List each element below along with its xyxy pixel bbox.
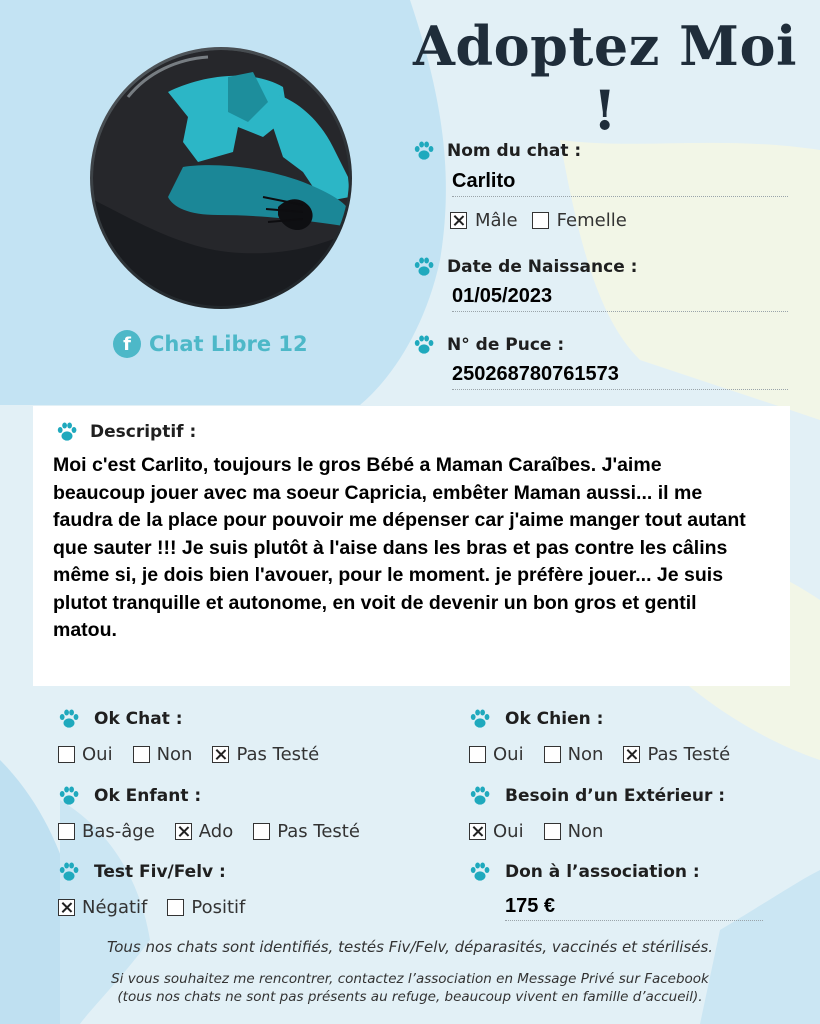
option-ok-enfant-pas-teste: Pas Testé [277, 821, 360, 842]
option-test-fiv-negatif: Négatif [82, 897, 148, 918]
option-male: Mâle [475, 210, 518, 231]
checkbox-ok-enfant-pas-teste[interactable] [253, 823, 270, 840]
option-ok-chat-oui: Oui [82, 744, 113, 765]
paw-icon [413, 334, 435, 356]
checkbox-ok-enfant-ado[interactable] [175, 823, 192, 840]
date-value: 01/05/2023 [452, 285, 788, 312]
exterieur-field-label [469, 785, 725, 807]
option-exterieur-oui: Oui [493, 821, 524, 842]
checkbox-ok-chat-pas-teste[interactable] [212, 746, 229, 763]
facebook-icon: f [113, 330, 141, 358]
test-fiv-field-label [58, 861, 226, 883]
page-title: Adoptez Moi ! [412, 14, 797, 142]
option-ok-chien-pas-teste: Pas Testé [647, 744, 731, 765]
checkbox-male[interactable] [450, 212, 467, 229]
ok-chien-options [469, 744, 730, 765]
test-fiv-label: Test Fiv/Felv : [94, 862, 226, 882]
option-ok-enfant-ado: Ado [198, 821, 234, 842]
checkbox-exterieur-oui[interactable] [469, 823, 486, 840]
facebook-link[interactable] [113, 330, 308, 358]
ok-chat-options [58, 744, 319, 765]
footer-contact-line: Si vous souhaitez me rencontrer, contactez l’association en Message Privé sur Facebook [111, 971, 709, 987]
date-field-label [413, 256, 637, 278]
option-ok-chien-non: Non [567, 744, 604, 765]
checkbox-test-fiv-negatif[interactable] [58, 899, 75, 916]
checkbox-ok-enfant-bas-age[interactable] [58, 823, 75, 840]
don-label: Don à l’association : [505, 862, 700, 882]
exterieur-options [469, 821, 603, 842]
paw-icon [469, 708, 491, 730]
description-text: Moi c'est Carlito, toujours le gros Bébé a Maman Caraîbes. J'aime beaucoup jouer avec ma soeur Capricia, embêter Maman aussi... il me faudra de la place pour pouvoir me dépenser car j'aime manger tout autant que sauter !!! Je suis plutôt à l'aise dans les bras et pas contre les câlins même si, je dois bien l'avouer, pour le moment. je préfère jouer... Je suis plutot tranquille et autonome, en voit de devenir un bon gros et gentil matou. [53, 454, 746, 641]
checkbox-ok-chien-oui[interactable] [469, 746, 486, 763]
paw-icon [413, 256, 435, 278]
ok-enfant-label: Ok Enfant : [94, 786, 202, 806]
ok-enfant-field-label [58, 785, 201, 807]
sexe-options [450, 210, 627, 231]
checkbox-exterieur-non[interactable] [544, 823, 561, 840]
ok-enfant-options [58, 821, 360, 842]
option-ok-chat-non: Non [156, 744, 193, 765]
description-field-label [56, 421, 196, 443]
ok-chien-field-label [469, 708, 603, 730]
paw-icon [58, 861, 80, 883]
test-fiv-options [58, 897, 245, 918]
cat-logo-icon [88, 47, 358, 309]
description-label: Descriptif : [90, 422, 197, 442]
paw-icon [469, 785, 491, 807]
puce-value: 250268780761573 [452, 363, 788, 390]
exterieur-label: Besoin d’un Extérieur : [505, 786, 726, 806]
ok-chat-label: Ok Chat : [94, 709, 183, 729]
checkbox-ok-chat-oui[interactable] [58, 746, 75, 763]
option-exterieur-non: Non [567, 821, 604, 842]
footer-foster-line: (tous nos chats ne sont pas présents au refuge, beaucoup vivent en famille d’accueil). [117, 989, 703, 1005]
checkbox-ok-chat-non[interactable] [133, 746, 150, 763]
nom-label: Nom du chat : [447, 141, 582, 161]
ok-chat-field-label [58, 708, 183, 730]
checkbox-femelle[interactable] [532, 212, 549, 229]
description-box [33, 406, 790, 686]
paw-icon [413, 140, 435, 162]
nom-field-label [413, 140, 581, 162]
checkbox-test-fiv-positif[interactable] [167, 899, 184, 916]
option-ok-chien-oui: Oui [493, 744, 524, 765]
puce-label: N° de Puce : [447, 335, 565, 355]
footer-note: Tous nos chats sont identifiés, testés Fiv/Felv, déparasités, vaccinés et stérilisés. [106, 938, 714, 956]
puce-field-label [413, 334, 564, 356]
option-ok-enfant-bas-age: Bas-âge [82, 821, 155, 842]
don-field-label [469, 861, 700, 883]
nom-value: Carlito [452, 170, 788, 197]
paw-icon [56, 421, 78, 443]
checkbox-ok-chien-non[interactable] [544, 746, 561, 763]
paw-icon [469, 861, 491, 883]
paw-icon [58, 708, 80, 730]
ok-chien-label: Ok Chien : [505, 709, 604, 729]
option-test-fiv-positif: Positif [191, 897, 246, 918]
option-femelle: Femelle [556, 210, 627, 231]
footer-contact [20, 970, 800, 1006]
option-ok-chat-pas-teste: Pas Testé [236, 744, 320, 765]
checkbox-ok-chien-pas-teste[interactable] [623, 746, 640, 763]
date-label: Date de Naissance : [447, 257, 638, 277]
don-value: 175 € [505, 895, 763, 921]
paw-icon [58, 785, 80, 807]
facebook-page-name: Chat Libre 12 [149, 332, 308, 356]
